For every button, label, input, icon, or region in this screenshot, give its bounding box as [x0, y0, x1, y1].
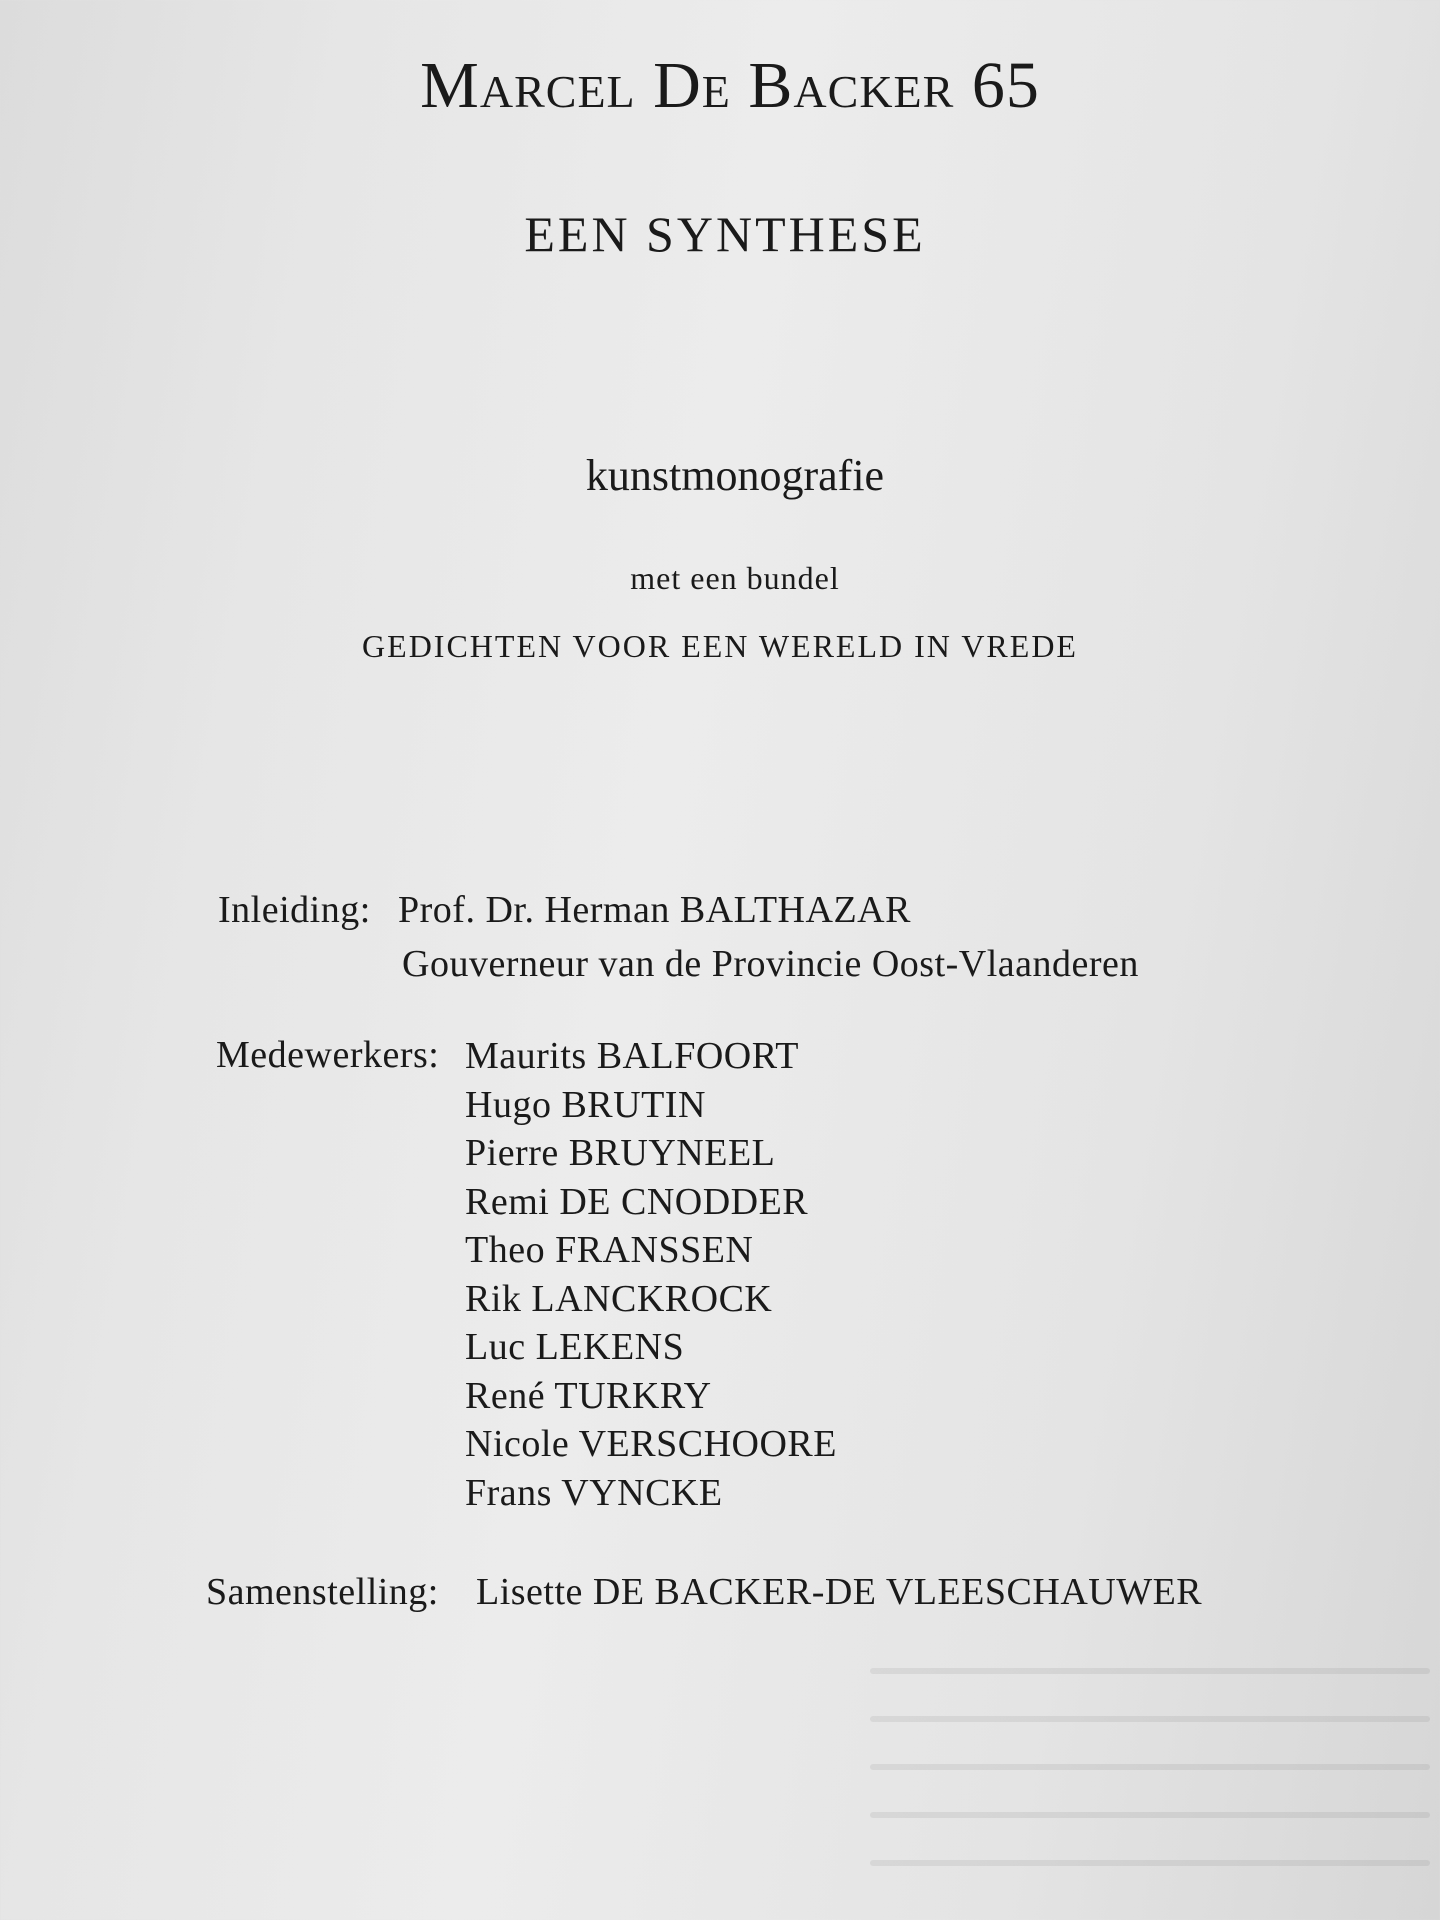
contributors-list	[465, 1033, 837, 1518]
contributor-name: René TURKRY	[465, 1374, 712, 1417]
contributor-name: Nicole VERSCHOORE	[465, 1423, 837, 1465]
contributor-name: Pierre BRUYNEEL	[465, 1132, 776, 1174]
introduction-name: Prof. Dr. Herman BALTHAZAR	[398, 889, 911, 931]
contributor-name: Luc LEKENS	[465, 1326, 685, 1368]
introduction-label: Inleiding:	[218, 889, 371, 931]
show-through-text	[870, 1668, 1430, 1908]
collection-title: GEDICHTEN VOOR EEN WERELD IN VREDE	[362, 628, 1078, 664]
contributor-name: Theo FRANSSEN	[465, 1229, 754, 1271]
contributors-label: Medewerkers:	[216, 1034, 440, 1076]
genre-line: kunstmonografie	[585, 451, 885, 500]
compilation-label: Samenstelling:	[206, 1571, 439, 1613]
with-collection-line: met een bundel	[630, 560, 840, 596]
main-title: Marcel De Backer 65	[420, 49, 1040, 122]
contributor-name: Frans VYNCKE	[465, 1471, 723, 1514]
contributor-name: Maurits BALFOORT	[465, 1035, 800, 1077]
compilation-name: Lisette DE BACKER-DE VLEESCHAUWER	[476, 1571, 1203, 1613]
contributor-name: Hugo BRUTIN	[465, 1083, 706, 1126]
contributor-name: Remi DE CNODDER	[465, 1180, 809, 1223]
subtitle: EEN SYNTHESE	[524, 206, 926, 262]
introduction-role: Gouverneur van de Provincie Oost-Vlaanderen	[402, 943, 1139, 985]
contributor-name: Rik LANCKROCK	[465, 1277, 773, 1320]
